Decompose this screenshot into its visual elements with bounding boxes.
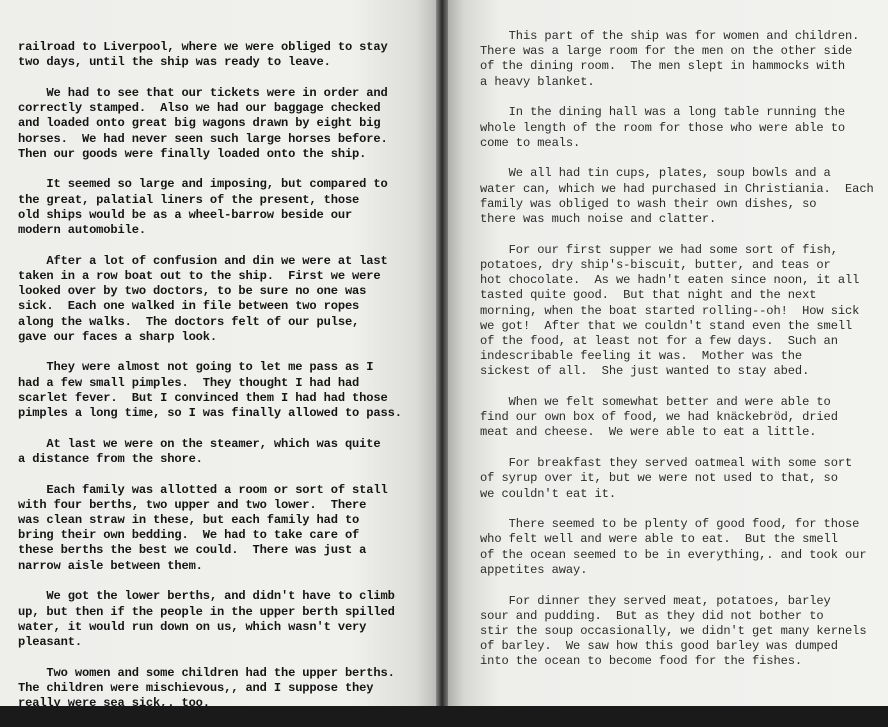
text-line: Then our goods were finally loaded onto the ship. (18, 146, 367, 161)
text-line: hot chocolate. As we hadn't eaten since noon, it all (480, 273, 860, 288)
text-line: a heavy blanket. (480, 74, 595, 89)
text-line: For breakfast they served oatmeal with some sort (480, 456, 853, 471)
text-line: old ships would be as a wheel-barrow beside our (18, 207, 353, 222)
text-line: looked over by two doctors, to be sure no one was (18, 284, 367, 299)
text-line: narrow aisle between them. (18, 558, 203, 573)
text-line: a distance from the shore. (18, 451, 203, 466)
text-line: horses. We had never seen such large horses before. (18, 131, 388, 146)
text-line: of the dining room. The men slept in hammocks with (480, 59, 846, 74)
text-line: the great, palatial liners of the present, those (18, 192, 360, 207)
text-line: Each family was allotted a room or sort of stall (18, 482, 388, 497)
text-line: stir the soup occasionally, we didn't get many kernels (480, 624, 867, 638)
paragraph (18, 360, 402, 421)
text-line: appetites away. (480, 562, 588, 577)
paragraph (480, 243, 874, 380)
text-line: When we felt somewhat better and were able to (480, 395, 831, 410)
text-line: who felt well and were able to eat. But the smell (480, 532, 838, 547)
text-line: of the ocean seemed to be in everything,. and took our (480, 547, 867, 562)
text-line: bring their own bedding. We had to take care of (18, 528, 360, 543)
paragraph (480, 166, 874, 227)
text-line: At last we were on the steamer, which was quite (18, 436, 381, 451)
text-line: whole length of the room for those who were able to (480, 120, 846, 135)
text-line: really were sea sick,. too. (18, 696, 210, 711)
text-line: For our first supper we had some sort of fish, (480, 242, 838, 257)
text-line: The children were mischievous,, and I suppose they (18, 680, 374, 695)
left-page-text (18, 40, 402, 727)
text-line: railroad to Liverpool, where we were obliged to stay (18, 40, 388, 54)
paragraph (480, 105, 874, 151)
text-line: water, it would run down on us, which wasn't very (18, 619, 367, 634)
text-line: pleasant. (18, 635, 82, 649)
text-line: tasted quite good. But that night and the next (480, 288, 817, 303)
right-page-text (480, 29, 874, 685)
text-line: For dinner they served meat, potatoes, barley (480, 593, 831, 608)
text-line: find our own box of food, we had knäckebröd, dried (480, 410, 838, 425)
text-line: It seemed so large and imposing, but compared to (18, 177, 388, 192)
text-line: We all had tin cups, plates, soup bowls and a (480, 166, 831, 181)
paragraph (18, 483, 402, 574)
text-line: and loaded onto great big wagons drawn by eight big (18, 116, 381, 131)
text-line: We had to see that our tickets were in order and (18, 85, 388, 100)
text-line: up, but then if the people in the upper berth spilled (18, 604, 395, 619)
text-line: meat and cheese. We were able to eat a little. (480, 425, 817, 440)
text-line: had a few small pimples. They thought I had had (18, 375, 360, 390)
text-line: two days, until the ship was ready to leave. (18, 55, 331, 70)
text-line: sick. Each one walked in file between two ropes (18, 299, 360, 314)
text-line: family was obliged to wash their own dishes, so (480, 196, 817, 211)
text-line: taken in a row boat out to the ship. First we were (18, 268, 381, 283)
paragraph (18, 589, 402, 650)
paragraph (18, 86, 402, 162)
text-line: we couldn't eat it. (480, 486, 616, 501)
text-line: We got the lower berths, and didn't have to climb (18, 589, 395, 604)
text-line: water can, which we had purchased in Christiania. Each (480, 181, 874, 196)
text-line: After a lot of confusion and din we were at last (18, 253, 388, 268)
paragraph (18, 40, 402, 70)
text-line: Two women and some children had the upper berths. (18, 665, 395, 680)
text-line: there was much noise and clatter. (480, 212, 717, 227)
text-line: There was a large room for the men on the other side (480, 44, 853, 59)
text-line: correctly stamped. Also we had our baggage checked (18, 101, 381, 116)
text-line: of syrup over it, but we were not used to that, so (480, 471, 838, 486)
paragraph (480, 517, 874, 578)
text-line: sour and pudding. But as they did not bother to (480, 608, 824, 623)
text-line: They were almost not going to let me pass as I (18, 360, 374, 375)
text-line: we got! After that we couldn't stand even the smell (480, 318, 853, 333)
text-line: There seemed to be plenty of good food, for those (480, 517, 860, 532)
text-line: pimples a long time, so I was finally allowed to pass. (18, 406, 402, 421)
text-line: come to meals. (480, 135, 581, 150)
text-line: This part of the ship was for women and children. (480, 29, 860, 43)
text-line: these berths the best we could. There was just a (18, 543, 367, 558)
text-line: modern automobile. (18, 223, 146, 238)
text-line: along the walks. The doctors felt of our pulse, (18, 314, 360, 329)
paragraph (480, 29, 874, 90)
text-line: scarlet fever. But I convinced them I had had those (18, 390, 388, 405)
paragraph (18, 254, 402, 345)
paragraph (480, 594, 874, 670)
paragraph (480, 456, 874, 502)
text-line: of barley. We saw how this good barley was dumped (480, 639, 838, 654)
text-line: gave our faces a sharp look. (18, 329, 218, 344)
text-line: morning, when the boat started rolling--oh! How sick (480, 303, 860, 318)
book-gutter (436, 0, 448, 706)
text-line: with four berths, two upper and two lower. There (18, 497, 367, 512)
paragraph (480, 395, 874, 441)
paragraph (18, 666, 402, 712)
text-line: indescribable feeling it was. Mother was the (480, 349, 803, 364)
text-line: In the dining hall was a long table running the (480, 105, 846, 120)
text-line: of the food, at least not for a few days. Such an (480, 333, 838, 348)
paragraph (18, 437, 402, 467)
text-line: into the ocean to become food for the fishes. (480, 654, 803, 669)
text-line: sickest of all. She just wanted to stay abed. (480, 364, 810, 379)
text-line: potatoes, dry ship's-biscuit, butter, and teas or (480, 257, 831, 272)
text-line: was clean straw in these, but each family had to (18, 513, 360, 528)
paragraph (18, 177, 402, 238)
